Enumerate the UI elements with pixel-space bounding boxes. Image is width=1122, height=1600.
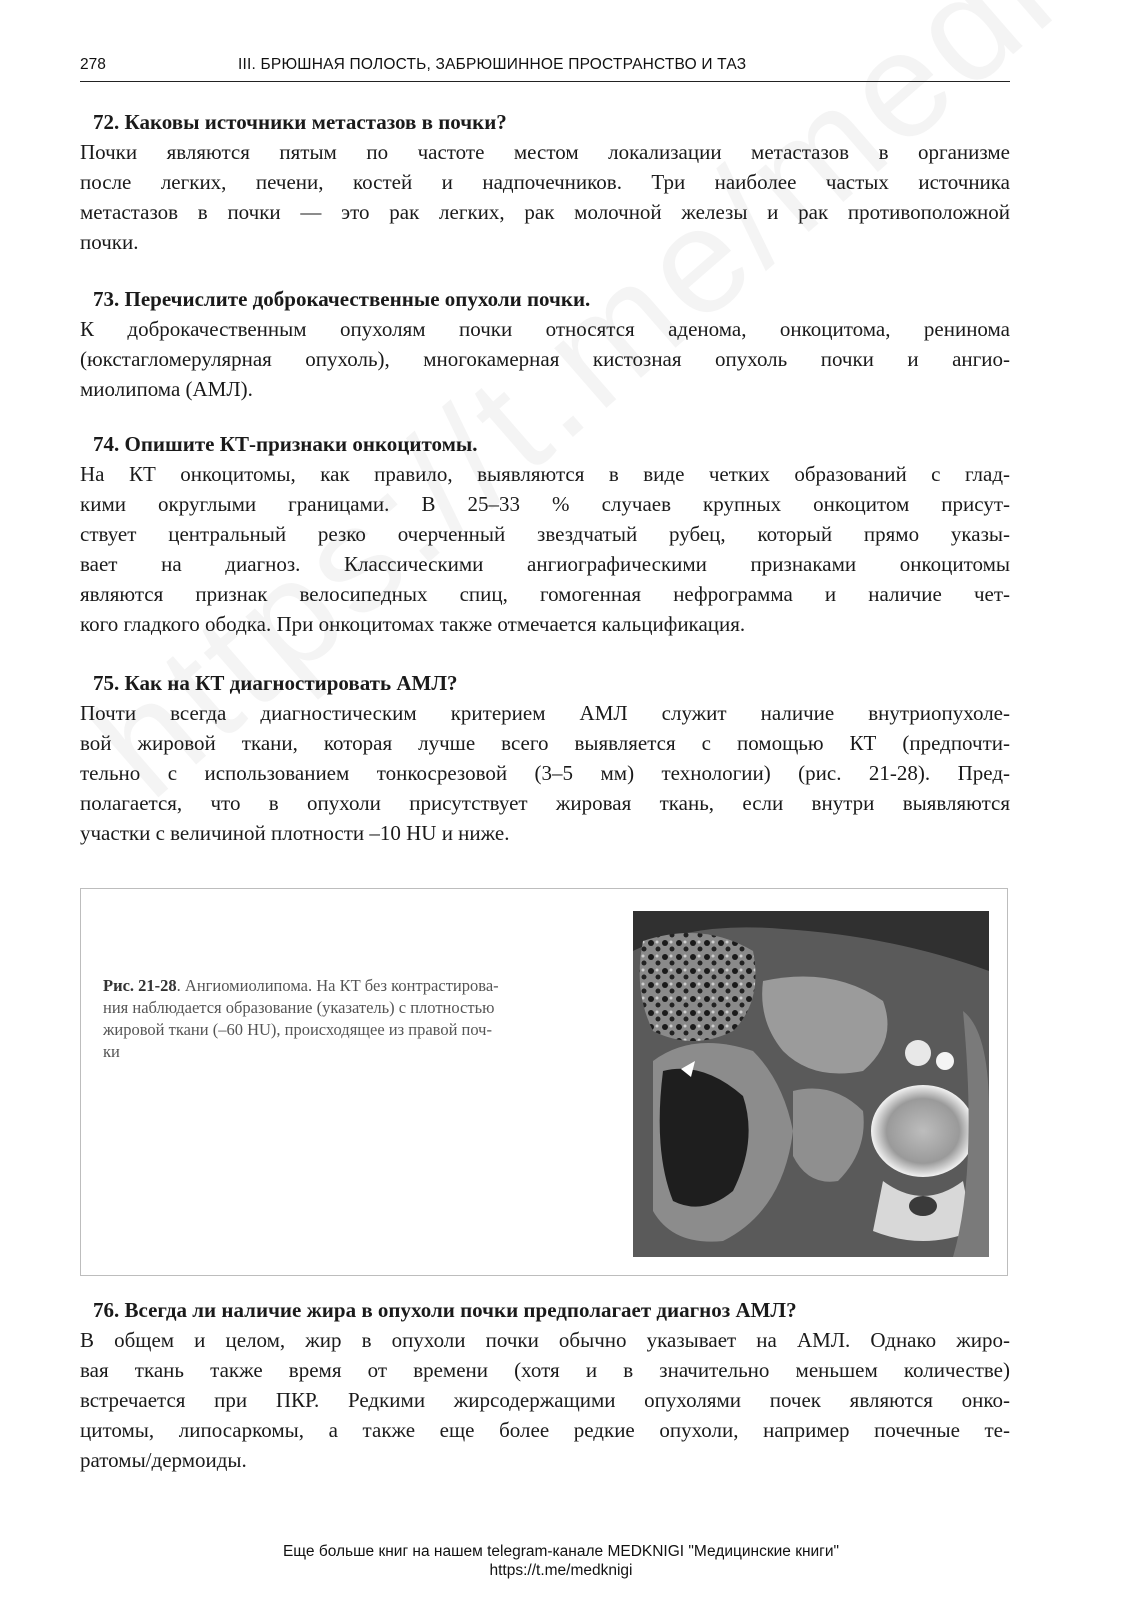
question-75: [80, 668, 1010, 848]
question-heading: 76. Всегда ли наличие жира в опухоли почки предполагает диагноз АМЛ?: [93, 1298, 797, 1322]
answer-text: [80, 137, 1010, 257]
text-line: вой жировой ткани, которая лучше всего выявляется с помощью КТ (предпочти-: [80, 731, 1010, 755]
question-heading: 75. Как на КТ диагностировать АМЛ?: [93, 671, 458, 695]
answer-text: [80, 698, 1010, 848]
text-line: К доброкачественным опухолям почки относятся аденома, онкоцитома, ренинома: [80, 317, 1010, 341]
figure-label: Рис. 21-28: [103, 976, 177, 995]
text-line: после легких, печени, костей и надпочечников. Три наиболее частых источника: [80, 170, 1010, 194]
running-title: III. БРЮШНАЯ ПОЛОСТЬ, ЗАБРЮШИННОЕ ПРОСТРАНСТВО И ТАЗ: [238, 56, 747, 73]
page-header: [80, 56, 1010, 80]
question-76: [80, 1295, 1010, 1475]
answer-text: [80, 459, 1010, 639]
text-line: Почти всегда диагностическим критерием АМЛ служит наличие внутриопухоле-: [80, 701, 1010, 725]
answer-text: [80, 1325, 1010, 1475]
text-line: тельно с использованием тонкосрезовой (3–5 мм) технологии) (рис. 21-28). Пред-: [80, 761, 1010, 785]
question-heading: 72. Каковы источники метастазов в почки?: [93, 110, 507, 134]
text-line: метастазов в почки — это рак легких, рак молочной железы и рак противоположной: [80, 200, 1010, 224]
footer-promo: Еще больше книг на нашем telegram-канале MEDKNIGI "Медицинские книги": [282, 1543, 840, 1560]
text-line: цитомы, липосаркомы, а также еще более редкие опухоли, например почечные те-: [80, 1418, 1010, 1442]
text-line: участки с величиной плотности –10 HU и ниже.: [80, 821, 510, 845]
question-74: [80, 429, 1010, 639]
text-line: кими округлыми границами. В 25–33 % случаев крупных онкоцитом присут-: [80, 492, 1010, 516]
caption-line: жировой ткани (–60 HU), происходящее из правой поч-: [103, 1020, 492, 1039]
page-number: 278: [80, 56, 106, 73]
caption-line: . Ангиомиолипома. На КТ без контрастирова-: [176, 976, 499, 995]
question-heading: 73. Перечислите доброкачественные опухоли почки.: [93, 287, 591, 311]
figure-caption: [103, 975, 613, 1063]
text-line: ратомы/дермоиды.: [80, 1448, 247, 1472]
question-heading: 74. Опишите КТ-признаки онкоцитомы.: [93, 432, 478, 456]
text-line: ствует центральный резко очерченный звездчатый рубец, который прямо указы-: [80, 522, 1010, 546]
caption-line: ки: [103, 1042, 120, 1061]
text-line: На КТ онкоцитомы, как правило, выявляются в виде четких образований с глад-: [80, 462, 1010, 486]
text-line: Почки являются пятым по частоте местом локализации метастазов в организме: [80, 140, 1010, 164]
caption-line: ния наблюдается образование (указатель) с плотностью: [103, 998, 495, 1017]
ct-scan-image: [633, 911, 989, 1257]
page-footer: [0, 1542, 1122, 1580]
text-line: (юкстагломерулярная опухоль), многокамерная кистозная опухоль почки и ангио-: [80, 347, 1010, 371]
text-line: вая ткань также время от времени (хотя и в значительно меньшем количестве): [80, 1358, 1010, 1382]
text-line: полагается, что в опухоли присутствует жировая ткань, если внутри выявляются: [80, 791, 1010, 815]
text-line: являются признак велосипедных спиц, гомогенная нефрограмма и наличие чет-: [80, 582, 1010, 606]
figure-21-28: [80, 888, 1008, 1276]
question-72: [80, 107, 1010, 257]
text-line: вает на диагноз. Классическими ангиографическими признаками онкоцитомы: [80, 552, 1010, 576]
text-line: миолипома (АМЛ).: [80, 377, 253, 401]
text-line: кого гладкого ободка. При онкоцитомах также отмечается кальцификация.: [80, 612, 746, 636]
footer-link[interactable]: https://t.me/medknigi: [489, 1562, 633, 1579]
question-73: [80, 284, 1010, 404]
text-line: встречается при ПКР. Редкими жирсодержащими опухолями почек являются онко-: [80, 1388, 1010, 1412]
text-line: почки.: [80, 230, 139, 254]
text-line: В общем и целом, жир в опухоли почки обычно указывает на АМЛ. Однако жиро-: [80, 1328, 1010, 1352]
header-divider: [80, 81, 1010, 82]
answer-text: [80, 314, 1010, 404]
